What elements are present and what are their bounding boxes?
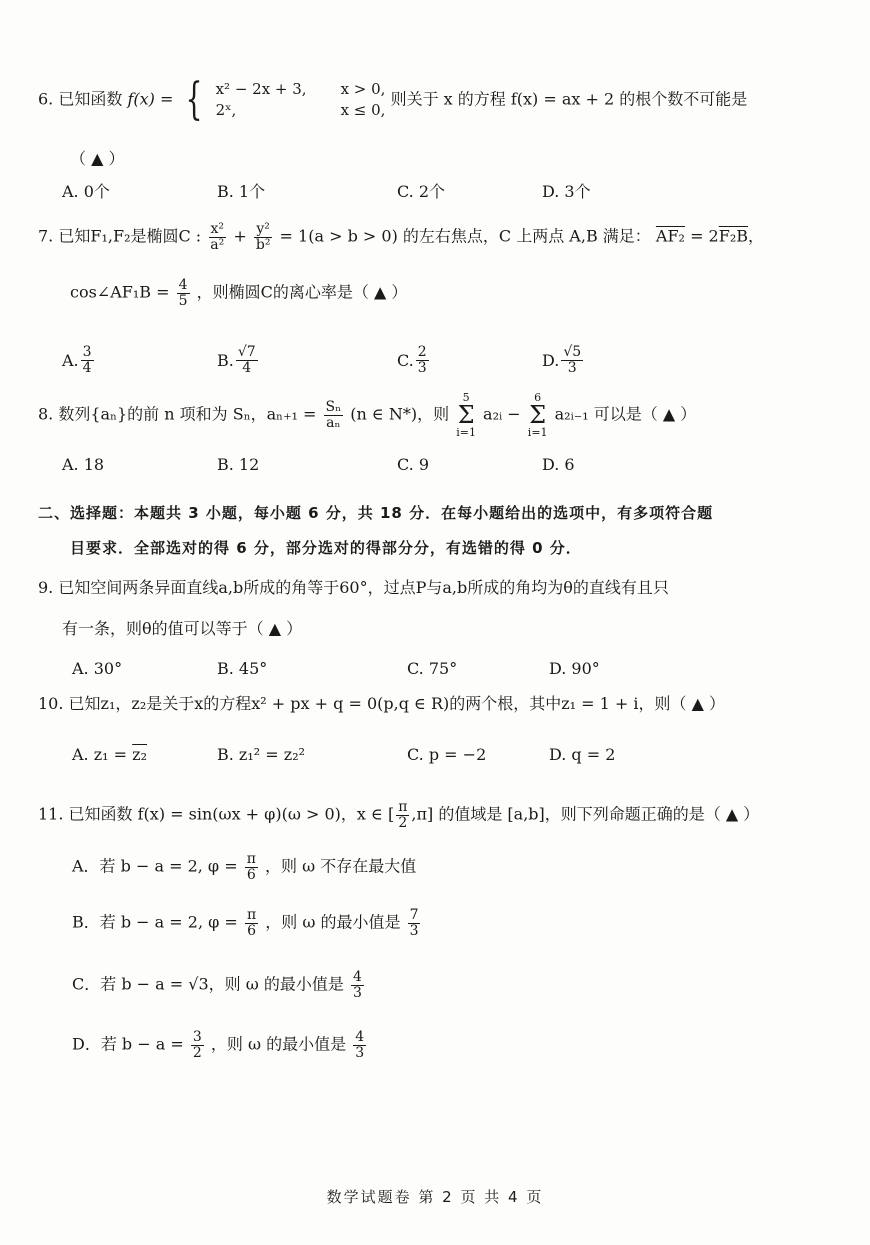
option-text: ，则 ω 的最小值是 — [210, 1034, 347, 1054]
vector: F₂B — [718, 226, 749, 246]
option-a — [62, 340, 96, 380]
denominator: 6 — [246, 866, 256, 883]
fraction — [351, 970, 364, 1000]
option-a — [72, 852, 416, 882]
operator: + — [233, 226, 247, 246]
option-c — [72, 970, 366, 1000]
numerator: 4 — [178, 277, 188, 293]
numerator: 3 — [192, 1029, 202, 1045]
option-label: C. — [397, 350, 414, 370]
answer-slot: （ ▲ ） — [70, 149, 125, 168]
denominator: 3 — [417, 359, 427, 376]
denominator: a² — [210, 236, 225, 253]
denominator: 3 — [409, 922, 419, 939]
punctuation: ， — [748, 226, 765, 246]
options-q8 — [62, 444, 822, 484]
question-text: cos∠AF₁B = — [70, 282, 170, 302]
conjugate: z₂ — [132, 744, 148, 764]
numerator: π — [246, 851, 256, 867]
question-text: 已知F₁,F₂是椭圆C : — [58, 226, 202, 246]
denominator: 2 — [192, 1044, 202, 1061]
option-d: D. q = 2 — [549, 744, 616, 764]
fraction — [416, 345, 429, 375]
option-b: B. 45° — [217, 658, 268, 678]
denominator: 3 — [352, 984, 362, 1001]
question-text: 已知函数 — [58, 89, 123, 109]
question-text: 则关于 x 的方程 f(x) = ax + 2 的根个数不可能是 — [390, 89, 748, 109]
sum-upper: 5 — [462, 391, 470, 404]
denominator: 6 — [247, 922, 256, 939]
option-text: B．若 b − a = 2, φ = — [72, 912, 238, 932]
question-7-line2 — [70, 278, 407, 308]
option-c: C. p = −2 — [407, 744, 487, 764]
question-text: = 1(a > b > 0) 的左右焦点，C 上两点 A,B 满足： — [279, 226, 651, 246]
piece-expr: x² − 2x + 3, — [215, 80, 307, 98]
fraction — [191, 1030, 204, 1060]
fraction — [236, 345, 258, 375]
question-7 — [38, 222, 764, 252]
fraction — [245, 852, 258, 882]
denominator: 5 — [178, 292, 188, 309]
options-q9 — [62, 648, 822, 688]
piecewise-function — [216, 79, 386, 121]
sum-term: a₂ᵢ − — [483, 404, 521, 424]
question-text: ,π] 的值域是 [a,b]，则下列命题正确的是（ ▲ ） — [411, 804, 760, 824]
question-text: 数列{aₙ}的前 n 项和为 Sₙ，aₙ₊₁ = — [58, 404, 317, 424]
fraction — [177, 278, 190, 308]
fraction — [353, 1030, 366, 1060]
fraction — [408, 908, 421, 938]
option-d — [542, 340, 585, 380]
sum-term: a₂ᵢ₋₁ — [554, 404, 589, 424]
sum-lower: i=1 — [527, 426, 548, 439]
option-a: A. 18 — [62, 454, 105, 474]
sum-symbol — [528, 392, 548, 438]
option-a: A. 30° — [72, 658, 123, 678]
sigma: Σ — [529, 401, 547, 429]
question-9 — [38, 578, 669, 597]
fraction — [254, 222, 273, 252]
option-text: ，则 ω 的最小值是 — [265, 912, 401, 932]
question-text: ，则椭圆C的离心率是（ ▲ ） — [196, 282, 408, 302]
question-number: 6. — [38, 89, 54, 109]
option-c: C. 9 — [397, 454, 430, 474]
question-9-line2: 有一条，则θ的值可以等于（ ▲ ） — [62, 619, 303, 638]
numerator: π — [398, 799, 408, 815]
option-d: D. 90° — [549, 658, 600, 678]
piece-cond: x > 0, — [340, 80, 386, 98]
question-number: 8. — [38, 404, 54, 424]
fraction — [396, 800, 409, 830]
option-d — [72, 1030, 368, 1060]
question-text: 可以是（ ▲ ） — [593, 404, 697, 424]
options-q7 — [62, 340, 822, 380]
operator: = 2 — [690, 226, 719, 246]
numerator: x² — [210, 221, 225, 237]
option-a: A. 0个 — [62, 181, 110, 201]
numerator: y² — [256, 221, 270, 237]
denominator: aₙ — [326, 414, 341, 431]
numerator: 4 — [352, 969, 362, 985]
expression: z₁ = — [93, 744, 128, 764]
option-text: ，则 ω 不存在最大值 — [265, 856, 417, 876]
piecewise-brace: { — [186, 74, 203, 125]
denominator: 4 — [82, 359, 92, 376]
denominator: b² — [255, 236, 271, 253]
denominator: 3 — [355, 1044, 365, 1061]
numerator: 3 — [82, 343, 92, 360]
piece-expr: 2ˣ, — [215, 101, 237, 119]
sum-lower: i=1 — [456, 426, 476, 439]
option-text: D．若 b − a = — [72, 1034, 184, 1054]
denominator: 2 — [398, 814, 408, 831]
option-b — [72, 908, 422, 938]
question-8 — [38, 392, 696, 438]
option-label: B. — [217, 350, 234, 370]
numerator: 4 — [355, 1029, 365, 1045]
option-b — [217, 340, 260, 380]
option-b: B. 12 — [217, 454, 260, 474]
sum-upper: 6 — [534, 391, 542, 404]
question-number: 10. — [38, 694, 64, 713]
question-number: 7. — [38, 226, 54, 246]
question-text: 已知空间两条异面直线a,b所成的角等于60°，过点P与a,b所成的角均为θ的直线有且只 — [58, 578, 669, 597]
page-footer: 数学试题卷 第 2 页 共 4 页 — [326, 1188, 544, 1206]
option-a — [72, 734, 147, 774]
question-text: 已知函数 f(x) = sin(ωx + φ)(ω > 0)，x ∈ [ — [68, 804, 395, 824]
option-text: A．若 b − a = 2, φ = — [72, 856, 238, 876]
question-text: (n ∈ N*)，则 — [350, 404, 450, 424]
question-6 — [38, 74, 748, 125]
question-10 — [38, 694, 725, 713]
numerator: 7 — [409, 907, 419, 923]
fraction — [245, 908, 258, 938]
numerator: √7 — [237, 343, 256, 360]
section-heading: 二、选择题：本题共 3 小题，每小题 6 分，共 18 分．在每小题给出的选项中，有多项符合题 — [38, 504, 714, 522]
option-label: D. — [542, 350, 560, 370]
option-b: B. 1个 — [217, 181, 266, 201]
denominator: 3 — [567, 359, 577, 376]
option-label: A. — [72, 744, 89, 764]
numerator: √5 — [563, 343, 582, 360]
sigma: Σ — [457, 401, 475, 429]
fraction — [324, 400, 344, 430]
function-label: f(x) = — [127, 89, 174, 109]
question-11 — [38, 800, 759, 830]
piece-cond: x ≤ 0, — [340, 101, 386, 119]
numerator: π — [246, 907, 257, 923]
fraction — [561, 345, 583, 375]
vector: AF₂ — [655, 226, 685, 246]
option-text: C．若 b − a = √3，则 ω 的最小值是 — [72, 974, 344, 994]
numerator: Sₙ — [325, 398, 342, 415]
section-heading-line2: 目要求．全部选对的得 6 分，部分选对的得部分分，有选错的得 0 分． — [70, 539, 582, 557]
option-d: D. 6 — [542, 454, 575, 474]
options-q10 — [62, 734, 822, 774]
question-number: 11. — [38, 804, 64, 824]
option-label: A. — [62, 350, 79, 370]
question-number: 9. — [38, 578, 54, 597]
fraction — [208, 222, 226, 252]
options-q6 — [62, 170, 822, 210]
denominator: 4 — [242, 359, 252, 376]
sum-symbol — [456, 392, 476, 438]
option-c — [397, 340, 431, 380]
option-b: B. z₁² = z₂² — [217, 744, 306, 764]
fraction — [81, 345, 94, 375]
option-c: C. 75° — [407, 658, 458, 678]
option-d: D. 3个 — [542, 181, 591, 201]
numerator: 2 — [417, 343, 427, 360]
option-c: C. 2个 — [397, 181, 446, 201]
question-text: 已知z₁，z₂是关于x的方程x² + px + q = 0(p,q ∈ R)的两个根，其中z₁ = 1 + i，则（ ▲ ） — [68, 694, 726, 713]
